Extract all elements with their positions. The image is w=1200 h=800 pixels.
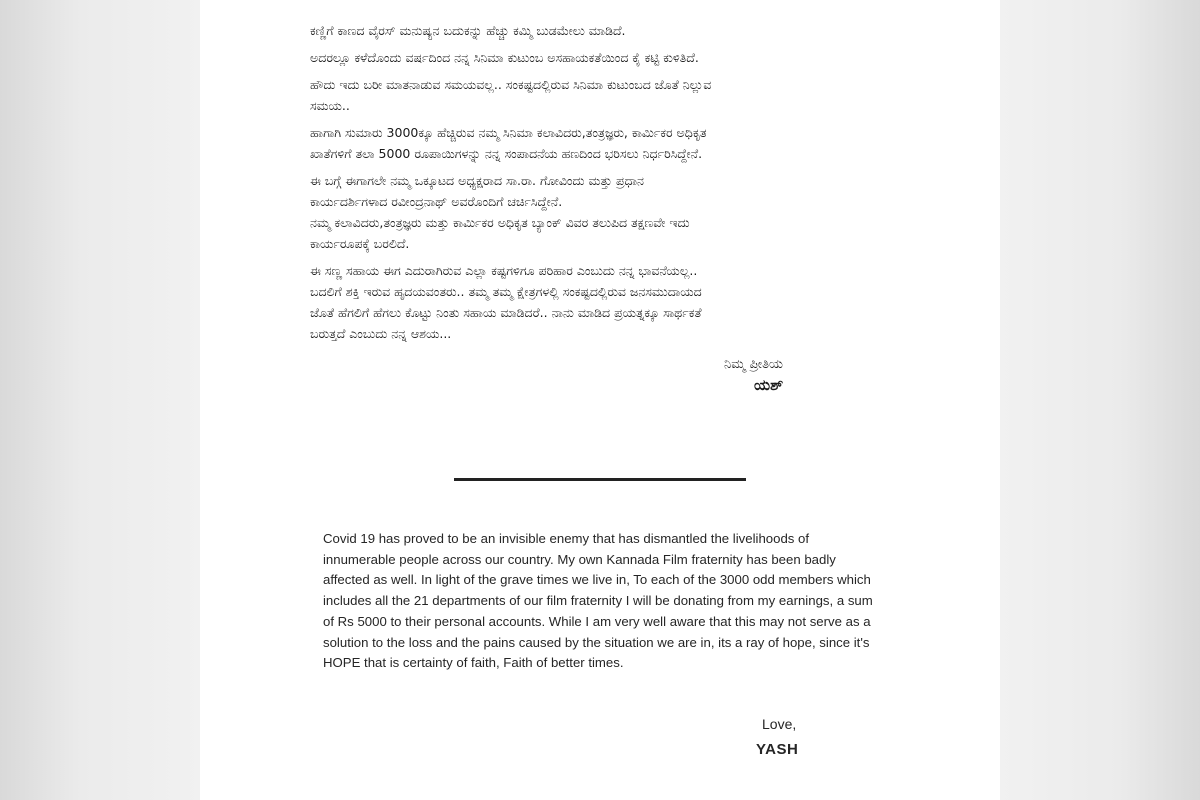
kannada-paragraph: ಕಣ್ಣಿಗೆ ಕಾಣದ ವೈರಸ್ ಮನುಷ್ಯನ ಬದುಕನ್ನು ಹೆಚ್ಚು ಕಮ್ಮಿ ಬುಡಮೇಲು ಮಾಡಿದೆ. xyxy=(310,23,626,38)
left-background xyxy=(0,0,200,800)
kannada-regards: ನಿಮ್ಮ ಪ್ರೀತಿಯ xyxy=(724,357,783,372)
section-divider xyxy=(454,478,746,481)
kannada-paragraph: ಹೌದು ಇದು ಬರೀ ಮಾತನಾಡುವ ಸಮಯವಲ್ಲ.. ಸಂಕಷ್ಟದಲ್ಲಿರುವ ಸಿನಿಮಾ ಕುಟುಂಬದ ಜೊತೆ ನಿಲ್ಲುವ ಸಮಯ.. xyxy=(310,77,712,113)
kannada-paragraph: ಈ ಬಗ್ಗೆ ಈಗಾಗಲೇ ನಮ್ಮ ಒಕ್ಕೂಟದ ಅಧ್ಯಕ್ಷರಾದ ಸಾ.ರಾ. ಗೋವಿಂದು ಮತ್ತು ಪ್ರಧಾನ ಕಾರ್ಯದರ್ಶಿಗಳಾದ ರವೀಂದ್ರನಾಥ್ ಅವರೊಂದಿಗೆ ಚರ್ಚಿಸಿದ್ದೇನೆ. ನಮ್ಮ ಕಲಾವಿದರು,ತಂತ್ರಜ್ಞರು ಮತ್ತು ಕಾರ್ಮಿಕರ ಅಧಿಕೃತ ಬ್ಯಾಂಕ್ ವಿವರ ತಲುಪಿದ ತಕ್ಷಣವೇ ಇದು ಕಾರ್ಯರೂಪಕ್ಕೆ ಬರಲಿದೆ. xyxy=(310,173,690,251)
english-paragraph: Covid 19 has proved to be an invisible enemy that has dismantled the livelihoods of innumerable people across our country. My own Kannada Film fraternity has been badly affected as well. In light of the grave times we live in, To each of the 3000 odd members which includes all the 21 departments of our film fraternity I will be donating from my earnings, a sum of Rs 5000 to their personal accounts. While I am very well aware that this may not serve as a solution to the loss and the pains caused by the situation we are in, its a ray of hope, since it's HOPE that is certainty of faith, Faith of better times. xyxy=(323,531,873,671)
kannada-letter xyxy=(310,20,960,396)
english-signature: YASH xyxy=(756,741,799,758)
kannada-signature: ಯಶ್ xyxy=(754,376,784,394)
english-closing: Love, xyxy=(762,716,797,732)
english-letter xyxy=(323,529,883,674)
kannada-paragraph: ಹಾಗಾಗಿ ಸುಮಾರು 3000ಕ್ಕೂ ಹೆಚ್ಚಿರುವ ನಮ್ಮ ಸಿನಿಮಾ ಕಲಾವಿದರು,ತಂತ್ರಜ್ಞರು, ಕಾರ್ಮಿಕರ ಅಧಿಕೃತ ಖಾತೆಗಳಿಗೆ ತಲಾ 5000 ರೂಪಾಯಿಗಳನ್ನು ನನ್ನ ಸಂಪಾದನೆಯ ಹಣದಿಂದ ಭರಿಸಲು ನಿರ್ಧರಿಸಿದ್ದೇನೆ. xyxy=(310,125,707,161)
letter-page xyxy=(200,0,1000,800)
kannada-paragraph: ಅದರಲ್ಲೂ ಕಳೆದೊಂದು ವರ್ಷದಿಂದ ನನ್ನ ಸಿನಿಮಾ ಕುಟುಂಬ ಅಸಹಾಯಕತೆಯಿಂದ ಕೈ ಕಟ್ಟಿ ಕುಳಿತಿದೆ. xyxy=(310,50,699,65)
kannada-paragraph: ಈ ಸಣ್ಣ ಸಹಾಯ ಈಗ ಎದುರಾಗಿರುವ ಎಲ್ಲಾ ಕಷ್ಟಗಳಿಗೂ ಪರಿಹಾರ ಎಂಬುದು ನನ್ನ ಭಾವನೆಯಲ್ಲ.. ಬದಲಿಗೆ ಶಕ್ತಿ ಇರುವ ಹೃದಯವಂತರು.. ತಮ್ಮ ತಮ್ಮ ಕ್ಷೇತ್ರಗಳಲ್ಲಿ ಸಂಕಷ್ಟದಲ್ಲಿರುವ ಜನಸಮುದಾಯದ ಜೊತೆ ಹೆಗಲಿಗೆ ಹೆಗಲು ಕೊಟ್ಟು ನಿಂತು ಸಹಾಯ ಮಾಡಿದರೆ.. ನಾನು ಮಾಡಿದ ಪ್ರಯತ್ನಕ್ಕೂ ಸಾರ್ಥಕತೆ ಬರುತ್ತದೆ ಎಂಬುದು ನನ್ನ ಆಶಯ... xyxy=(310,263,702,341)
kannada-signoff xyxy=(310,354,960,396)
right-background xyxy=(1000,0,1200,800)
